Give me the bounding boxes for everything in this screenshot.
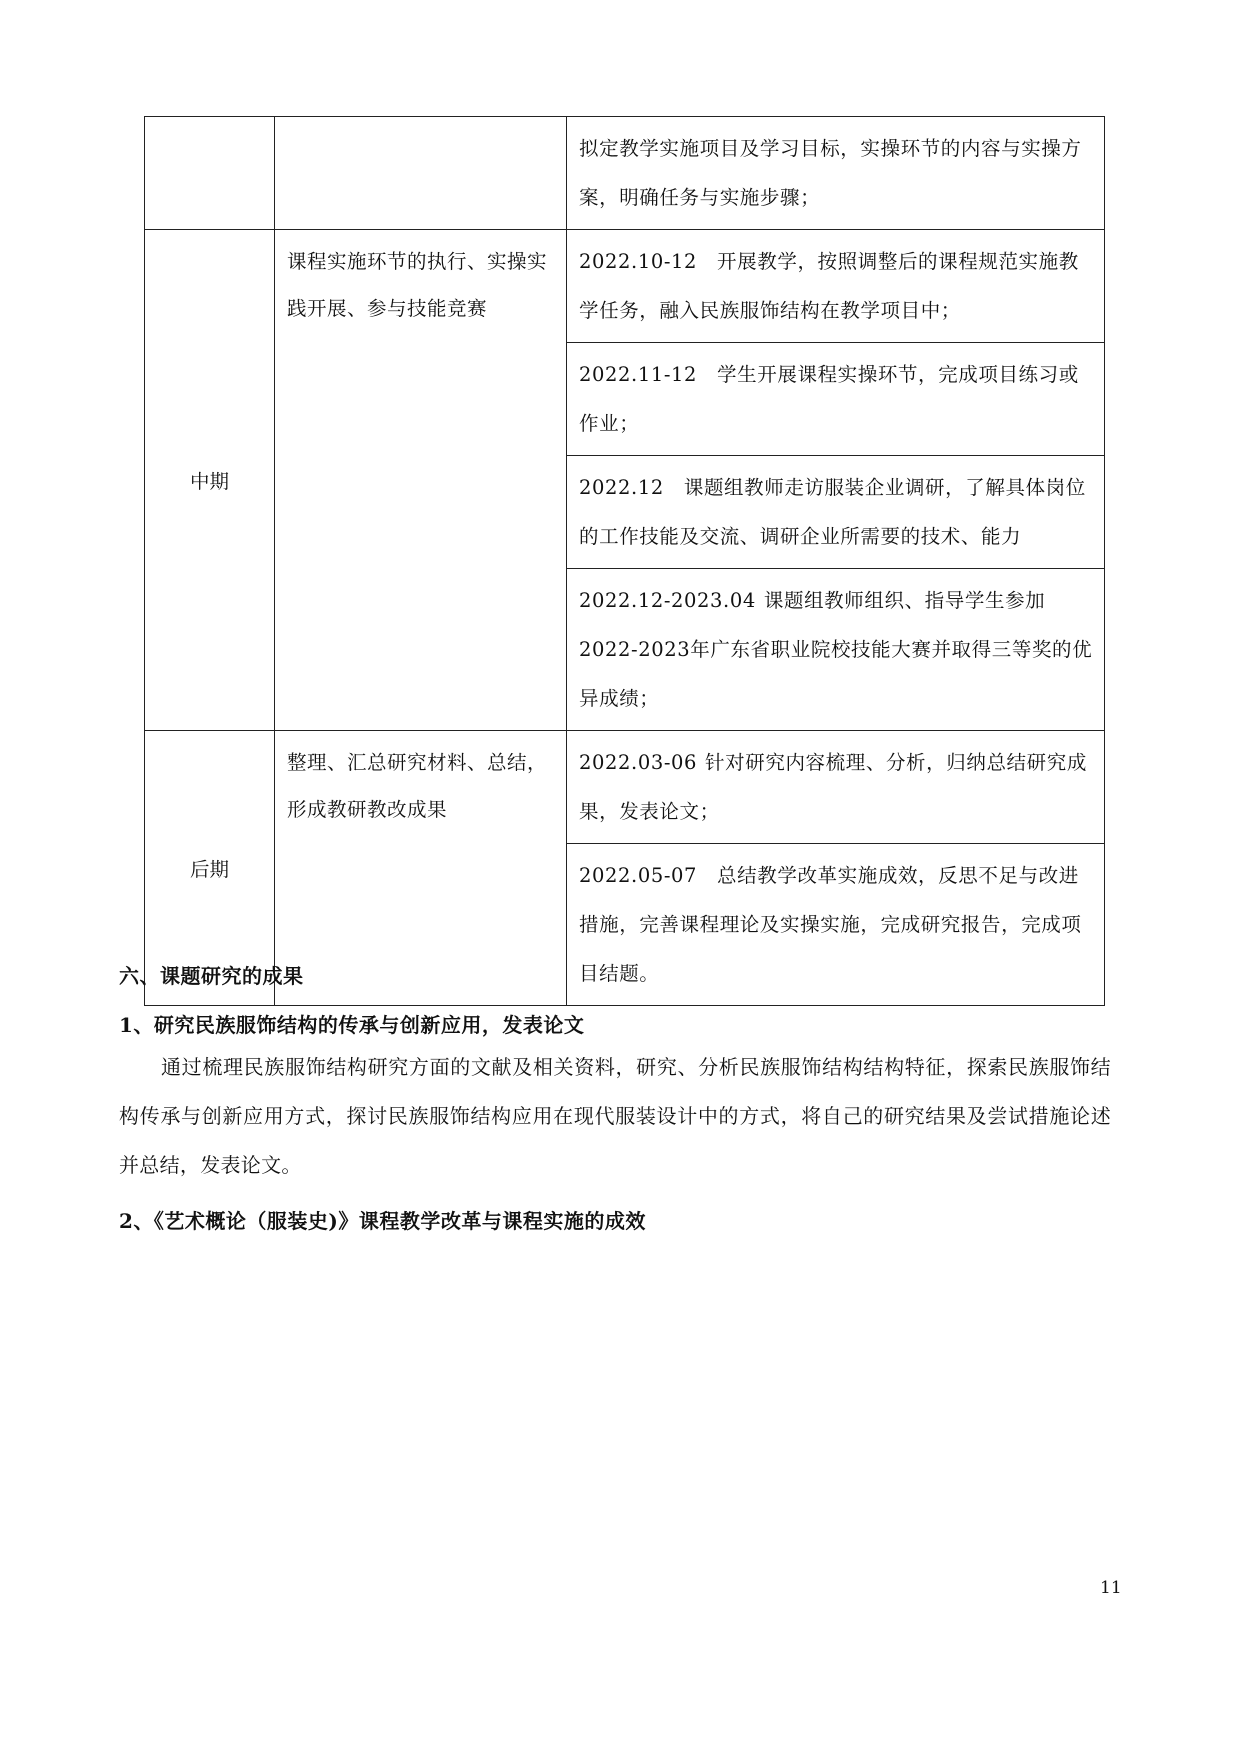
detail-text: 课题组教师走访服装企业调研，了解具体岗位的工作技能及交流、调研企业所需要的技术、能力 [579,476,1086,548]
detail-text: 课题组教师组织、指导学生参加2022-2023年广东省职业院校技能大赛并取得三等奖的优异成绩； [579,589,1093,710]
schedule-table [144,116,1105,1006]
table-row [145,731,1105,844]
detail-cell [567,117,1105,230]
date-label: 2022.12-2023.04 [579,589,756,612]
detail-text: 拟定教学实施项目及学习目标，实操环节的内容与实操方案，明确任务与实施步骤； [579,137,1082,209]
detail-cell [567,844,1105,1006]
page-number: 11 [1100,1578,1122,1598]
table-row [145,117,1105,230]
subsection-title: 2、《艺术概论（服装史)》课程教学改革与课程实施的成效 [119,1209,646,1233]
detail-cell [567,343,1105,456]
detail-text: 学生开展课程实操环节，完成项目练习或作业； [579,363,1079,435]
detail-cell [567,731,1105,844]
date-label: 2022.12 [579,476,664,499]
detail-text: 开展教学，按照调整后的课程规范实施教学任务，融入民族服饰结构在教学项目中； [579,250,1079,322]
detail-text: 针对研究内容梳理、分析，归纳总结研究成果，发表论文； [579,751,1087,823]
subsection-title: 1、研究民族服饰结构的传承与创新应用，发表论文 [119,1013,585,1037]
date-label: 2022.11-12 [579,363,698,386]
phase-cell-empty [145,117,275,230]
content-cell-late: 整理、汇总研究材料、总结，形成教研教改成果 [275,731,567,1006]
content-cell-mid: 课程实施环节的执行、实操实践开展、参与技能竞赛 [275,230,567,731]
detail-text: 总结教学改革实施成效，反思不足与改进措施，完善课程理论及实操实施，完成研究报告，完成项目结题。 [579,864,1082,985]
section-title: 六、课题研究的成果 [119,964,304,988]
date-label: 2022.05-07 [579,864,698,887]
subsection-paragraph: 通过梳理民族服饰结构研究方面的文献及相关资料，研究、分析民族服饰结构结构特征，探索民族服饰结构传承与创新应用方式，探讨民族服饰结构应用在现代服装设计中的方式，将自己的研究结果及尝试措施论述并总结，发表论文。 [119,1055,1111,1177]
table-row [145,230,1105,343]
date-label: 2022.10-12 [579,250,698,273]
content-cell-empty [275,117,567,230]
phase-cell-late: 后期 [145,731,275,1006]
phase-cell-mid: 中期 [145,230,275,731]
detail-cell [567,456,1105,569]
detail-cell [567,230,1105,343]
detail-cell [567,569,1105,731]
date-label: 2022.03-06 [579,751,698,774]
